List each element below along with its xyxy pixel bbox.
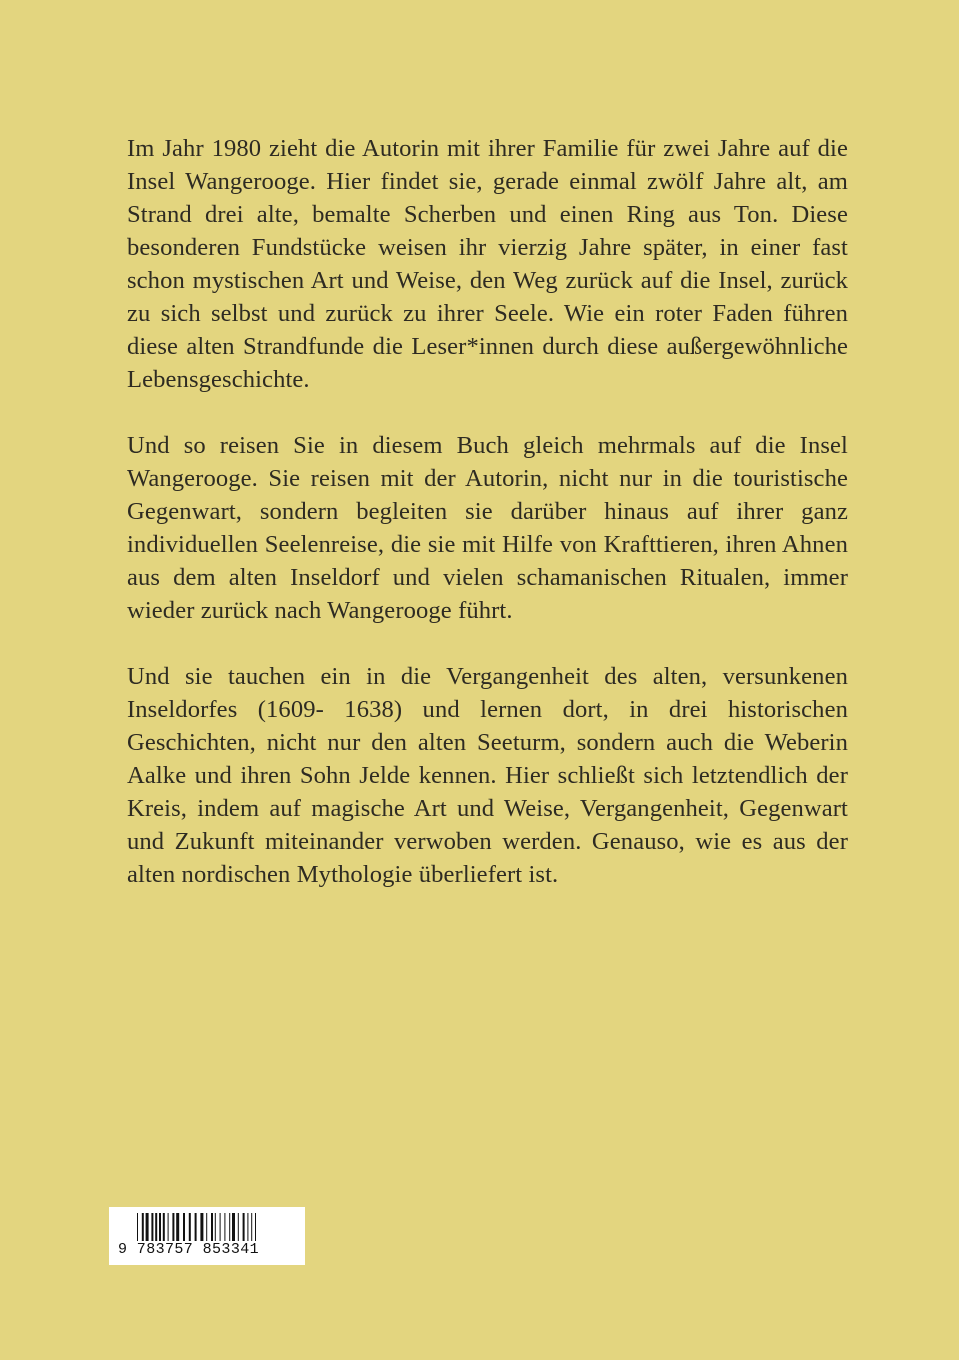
barcode-bar bbox=[224, 1213, 225, 1241]
barcode-bar bbox=[215, 1213, 216, 1241]
barcode-bar bbox=[211, 1213, 213, 1241]
barcode-bar bbox=[206, 1213, 207, 1241]
barcode-bar bbox=[142, 1213, 144, 1241]
blurb-text bbox=[127, 132, 848, 924]
barcode-bar bbox=[238, 1213, 239, 1241]
isbn-number: 9 783757 853341 bbox=[118, 1241, 260, 1258]
isbn-barcode bbox=[109, 1207, 305, 1265]
barcode-bar bbox=[159, 1213, 161, 1241]
barcode-bar bbox=[247, 1213, 248, 1241]
barcode-bar bbox=[232, 1213, 235, 1241]
barcode-bar bbox=[163, 1213, 165, 1241]
barcode-bar bbox=[200, 1213, 203, 1241]
barcode-bar bbox=[172, 1213, 174, 1241]
barcode-bar bbox=[229, 1213, 230, 1241]
blurb-paragraph-3: Und sie tauchen ein in die Vergangenheit des alten, versunkenen Inseldorfes (1609- 1638) und lernen dort, in drei historischen Geschichten, nicht nur den alten Seeturm, sondern auch die Weberin Aalke und ihren Sohn Jelde kennen. Hier schließt sich letztendlich der Kreis, indem auf magische Art und Weise, Vergangenheit, Gegenwart und Zukunft miteinander verwoben werden. Genauso, wie es aus der alten nordischen Mythologie überliefert ist. bbox=[127, 663, 848, 888]
barcode-bar bbox=[137, 1213, 138, 1241]
barcode-bar bbox=[255, 1213, 256, 1241]
barcode-bar bbox=[195, 1213, 197, 1241]
barcode-bars bbox=[137, 1213, 287, 1241]
barcode-bar bbox=[155, 1213, 157, 1241]
barcode-bar bbox=[151, 1213, 153, 1241]
blurb-paragraph-2: Und so reisen Sie in diesem Buch gleich mehrmals auf die Insel Wangerooge. Sie reisen mit der Autorin, nicht nur in die touristische Gegenwart, sondern begleiten sie darüber hinaus auf ihrer ganz individuellen Seelenreise, die sie mit Hilfe von Krafttieren, ihren Ahnen aus dem alten Inseldorf und vielen schamanischen Ritualen, immer wieder zurück nach Wangerooge führt. bbox=[127, 432, 848, 624]
barcode-bar bbox=[176, 1213, 179, 1241]
blurb-paragraph-1: Im Jahr 1980 zieht die Autorin mit ihrer Familie für zwei Jahre auf die Insel Wangerooge. Hier findet sie, gerade einmal zwölf Jahre alt, am Strand drei alte, bemalte Scherben und einen Ring aus Ton. Diese besonderen Fundstücke weisen ihr vierzig Jahre später, in einer fast schon mystischen Art und Weise, den Weg zurück auf die Insel, zurück zu sich selbst und zurück zu ihrer Seele. Wie ein roter Faden führen diese alten Strandfunde die Leser*innen durch diese außergewöhnliche Lebensgeschichte. bbox=[127, 135, 848, 393]
barcode-bar bbox=[251, 1213, 252, 1241]
barcode-bar bbox=[243, 1213, 245, 1241]
barcode-bar bbox=[183, 1213, 185, 1241]
barcode-bar bbox=[189, 1213, 191, 1241]
barcode-bar bbox=[220, 1213, 221, 1241]
barcode-bar bbox=[146, 1213, 149, 1241]
barcode-bar bbox=[168, 1213, 169, 1241]
